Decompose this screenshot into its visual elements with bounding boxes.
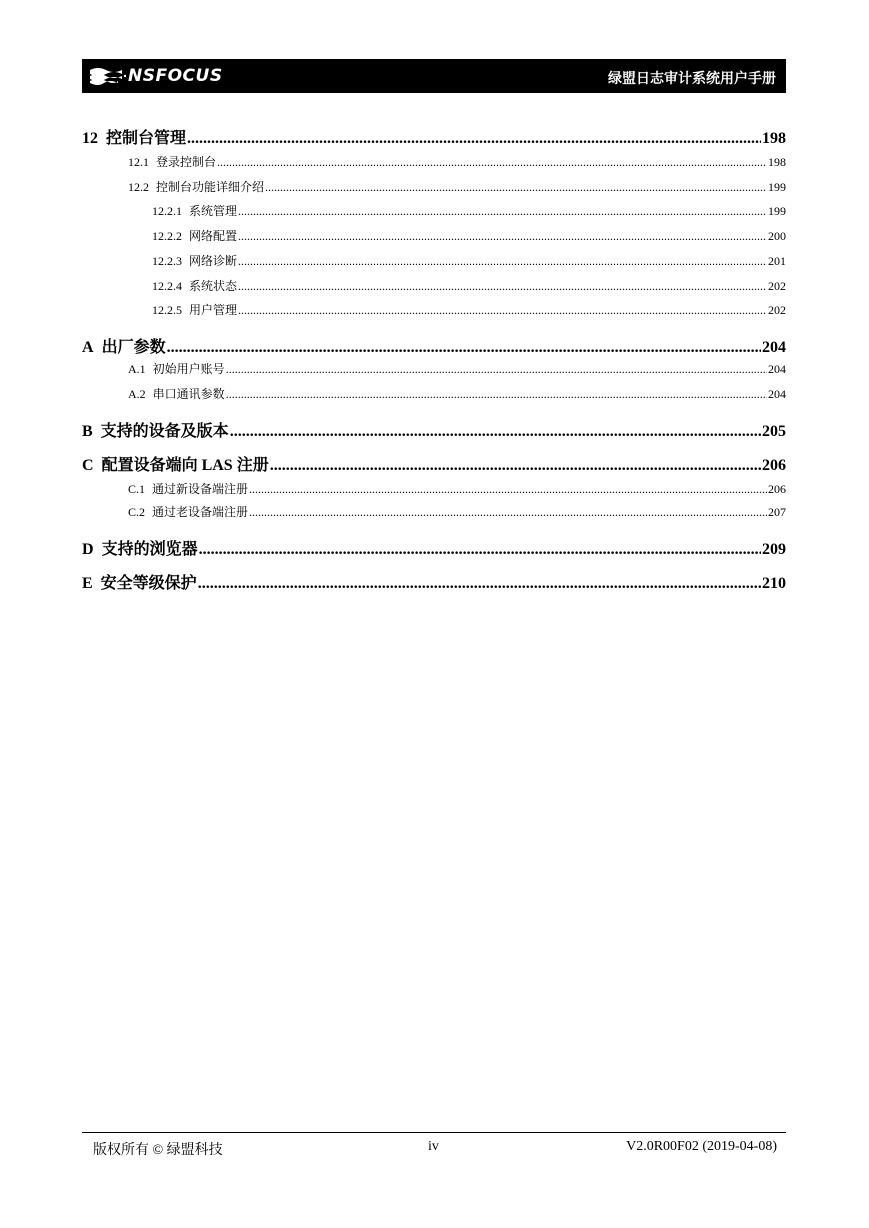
toc-entry-page: 206: [762, 457, 786, 474]
toc-leader-dots: [238, 279, 767, 294]
toc-entry-number: A: [82, 339, 94, 356]
toc-entry[interactable]: [82, 125, 786, 148]
toc-entry-title: 系统状态: [189, 279, 238, 293]
toc-entry-number: 12.2.3: [152, 254, 182, 268]
toc-entry-page: 209: [762, 541, 786, 558]
toc-entry-number: A.2: [128, 387, 146, 401]
toc-entry-title: 登录控制台: [156, 155, 217, 169]
toc-entry-page: 201: [768, 254, 786, 268]
footer-page-number: iv: [428, 1139, 439, 1154]
flag-logo-icon: [88, 66, 126, 86]
toc-entry-number: 12: [82, 130, 98, 147]
toc-leader-dots: [187, 130, 761, 148]
toc-entry-page: 198: [762, 130, 786, 147]
logo-text: NSFOCUS: [128, 66, 223, 86]
toc-leader-dots: [249, 505, 767, 520]
toc-leader-dots: [238, 254, 767, 269]
toc-entry-title: 系统管理: [189, 204, 238, 218]
toc-entry-title: 初始用户账号: [152, 362, 225, 376]
toc-leader-dots: [249, 482, 767, 497]
footer-copyright: 版权所有 © 绿盟科技: [93, 1143, 223, 1158]
footer-divider: [82, 1132, 786, 1133]
nsfocus-logo: [88, 65, 223, 87]
toc-entry-page: 204: [768, 362, 786, 376]
toc-entry-page: 206: [768, 482, 786, 496]
manual-title: 绿盟日志审计系统用户手册: [608, 71, 776, 87]
toc-leader-dots: [226, 362, 767, 377]
toc-entry-page: 207: [768, 505, 786, 519]
toc-entry[interactable]: [128, 480, 786, 497]
toc-entry-title: 安全等级保护: [100, 575, 197, 592]
toc-entry-page: 202: [768, 303, 786, 317]
toc-entry-number: 12.2.5: [152, 303, 182, 317]
toc-entry-title: 控制台功能详细介绍: [156, 180, 265, 194]
toc-entry[interactable]: [128, 153, 786, 170]
toc-entry-title: 网络诊断: [189, 254, 238, 268]
toc-leader-dots: [238, 204, 767, 219]
toc-leader-dots: [199, 541, 761, 559]
toc-entry[interactable]: [128, 178, 786, 195]
toc-entry-title: 用户管理: [189, 303, 238, 317]
toc-entry-number: A.1: [128, 362, 146, 376]
toc-entry[interactable]: [152, 227, 786, 244]
toc-entry-number: C: [82, 457, 94, 474]
toc-entry-page: 204: [762, 339, 786, 356]
toc-entry-number: B: [82, 423, 93, 440]
toc-entry-page: 202: [768, 279, 786, 293]
toc-entry-number: 12.1: [128, 155, 149, 169]
toc-entry-number: 12.2.4: [152, 279, 182, 293]
toc-entry-title: 通过老设备端注册: [152, 505, 249, 519]
toc-entry-number: E: [82, 575, 93, 592]
toc-entry-title: 支持的设备及版本: [100, 423, 229, 440]
toc-entry-number: C.2: [128, 505, 146, 519]
toc-leader-dots: [270, 457, 761, 475]
toc-entry-page: 199: [768, 180, 786, 194]
toc-entry[interactable]: [152, 277, 786, 294]
toc-leader-dots: [198, 575, 761, 593]
toc-entry-number: D: [82, 541, 94, 558]
toc-entry-page: 205: [762, 423, 786, 440]
toc-entry-title: 配置设备端向 LAS 注册: [101, 457, 269, 474]
page-header: [82, 59, 786, 93]
toc-leader-dots: [265, 180, 767, 195]
toc-entry[interactable]: [152, 202, 786, 219]
toc-entry[interactable]: [128, 360, 786, 377]
toc-entry-title: 通过新设备端注册: [152, 482, 249, 496]
toc-leader-dots: [167, 339, 761, 357]
toc-entry-number: C.1: [128, 482, 146, 496]
toc-entry-page: 198: [768, 155, 786, 169]
toc-entry-title: 支持的浏览器: [101, 541, 198, 558]
toc-entry-number: 12.2.2: [152, 229, 182, 243]
toc-entry-title: 控制台管理: [106, 130, 187, 147]
toc-leader-dots: [238, 303, 767, 318]
toc-entry-page: 200: [768, 229, 786, 243]
toc-entry[interactable]: [128, 503, 786, 520]
toc-entry-page: 199: [768, 204, 786, 218]
toc-entry[interactable]: [82, 570, 786, 593]
toc-entry-title: 出厂参数: [101, 339, 166, 356]
toc-entry[interactable]: [128, 385, 786, 402]
toc-entry-title: 串口通讯参数: [152, 387, 225, 401]
toc-entry-number: 12.2: [128, 180, 149, 194]
toc-leader-dots: [226, 387, 767, 402]
toc-entry[interactable]: [82, 334, 786, 357]
toc-entry-number: 12.2.1: [152, 204, 182, 218]
toc-entry[interactable]: [82, 536, 786, 559]
toc-entry[interactable]: [152, 301, 786, 318]
footer-version: V2.0R00F02 (2019-04-08): [626, 1139, 777, 1154]
toc-entry-page: 204: [768, 387, 786, 401]
toc-entry-title: 网络配置: [189, 229, 238, 243]
toc-leader-dots: [230, 423, 761, 441]
toc-leader-dots: [238, 229, 767, 244]
toc-entry[interactable]: [82, 452, 786, 475]
toc-leader-dots: [217, 155, 767, 170]
toc-entry[interactable]: [82, 418, 786, 441]
toc-entry-page: 210: [762, 575, 786, 592]
toc-entry[interactable]: [152, 252, 786, 269]
